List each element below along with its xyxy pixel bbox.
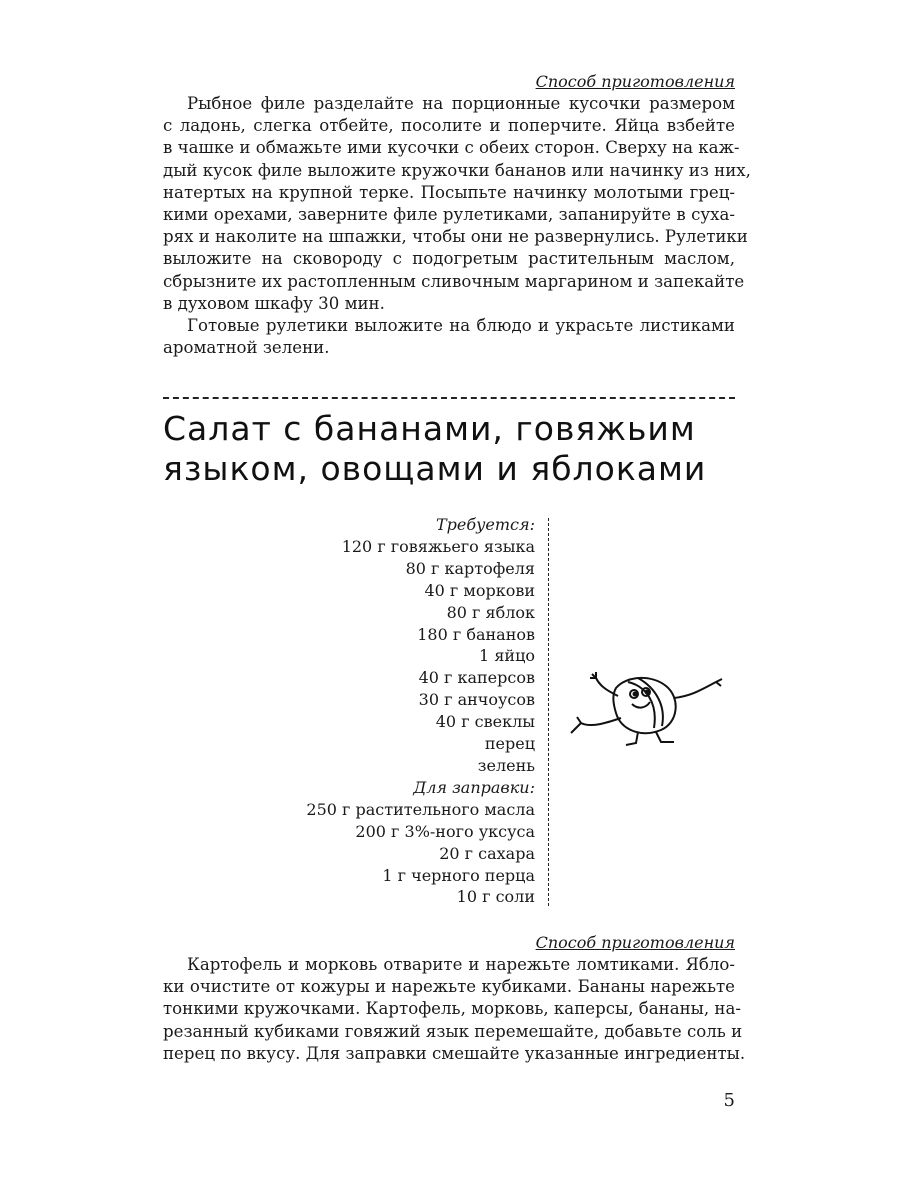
text-line: перец по вкусу. Для заправки смешайте указанные ингредиенты. [163,1043,746,1063]
text-line: натертых на крупной терке. Посыпьте начинку молотыми грец- [163,182,735,202]
text-line: тонкими кружочками. Картофель, морковь, каперсы, бананы, на- [163,999,741,1019]
dressing-ingredient: 250 г растительного масла [306,799,535,819]
ingredients-divider [548,518,549,906]
ingredient: 30 г анчоусов [418,690,535,710]
required-heading: Требуется: [435,515,535,534]
dressing-ingredient: 200 г 3%-ного уксуса [355,821,535,841]
ingredient: 1 яйцо [479,646,535,666]
text-line: Рыбное филе разделайте на порционные кусочки размером [187,94,735,113]
ingredient: 40 г свеклы [435,712,535,732]
text-line: в чашке и обмажьте ими кусочки с обеих сторон. Сверху на каж- [163,138,740,158]
ingredient: 40 г моркови [424,580,535,600]
text-line: ки очистите от кожуры и нарежьте кубиками. Бананы нарежьте [163,977,735,997]
text-line: сбрызните их растопленным сливочным маргарином и запекайте [163,271,745,291]
text-line: с ладонь, слегка отбейте, посолите и поперчите. Яйца взбейте [163,116,735,136]
text-line: кими орехами, заверните филе рулетиками, запанируйте в суха- [163,204,735,224]
section-divider [163,397,735,399]
text-line: Картофель и морковь отварите и нарежьте ломтиками. Ябло- [187,955,735,974]
method-heading: Способ приготовления [535,933,735,952]
method-heading: Способ приготовления [535,72,735,91]
banana-illustration [566,668,731,748]
ingredient: перец [484,734,535,754]
dressing-heading: Для заправки: [413,777,535,797]
ingredient: 80 г картофеля [405,558,535,578]
recipe-title-line2: языком, овощами и яблоками [163,449,707,488]
text-line: рях и наколите на шпажки, чтобы они не развернулись. Рулетики [163,227,748,247]
text-line: дый кусок филе выложите кружочки бананов или начинку из них, [163,160,751,180]
dressing-ingredient: 20 г сахара [439,843,535,863]
ingredient: 180 г бананов [417,624,535,644]
recipe-method-section [163,932,746,1065]
top-method-section [163,71,751,359]
ingredient: зелень [477,755,535,775]
page-number: 5 [723,1090,735,1111]
recipe-title-line1: Салат с бананами, говяжьим [163,409,696,448]
dressing-ingredient: 10 г соли [456,887,535,907]
ingredient: 120 г говяжьего языка [341,536,535,556]
text-line: Готовые рулетики выложите на блюдо и украсьте листиками [187,315,735,335]
text-line: выложите на сковороду с подогретым растительным маслом, [163,249,735,269]
ingredient: 80 г яблок [446,602,535,622]
dressing-ingredient: 1 г черного перца [382,865,535,885]
ingredient: 40 г каперсов [418,668,535,688]
text-line: ароматной зелени. [163,338,330,358]
text-line: в духовом шкафу 30 мин. [163,293,385,313]
ingredients-list [306,514,535,908]
text-line: резанный кубиками говяжий язык перемешайте, добавьте соль и [163,1021,743,1041]
